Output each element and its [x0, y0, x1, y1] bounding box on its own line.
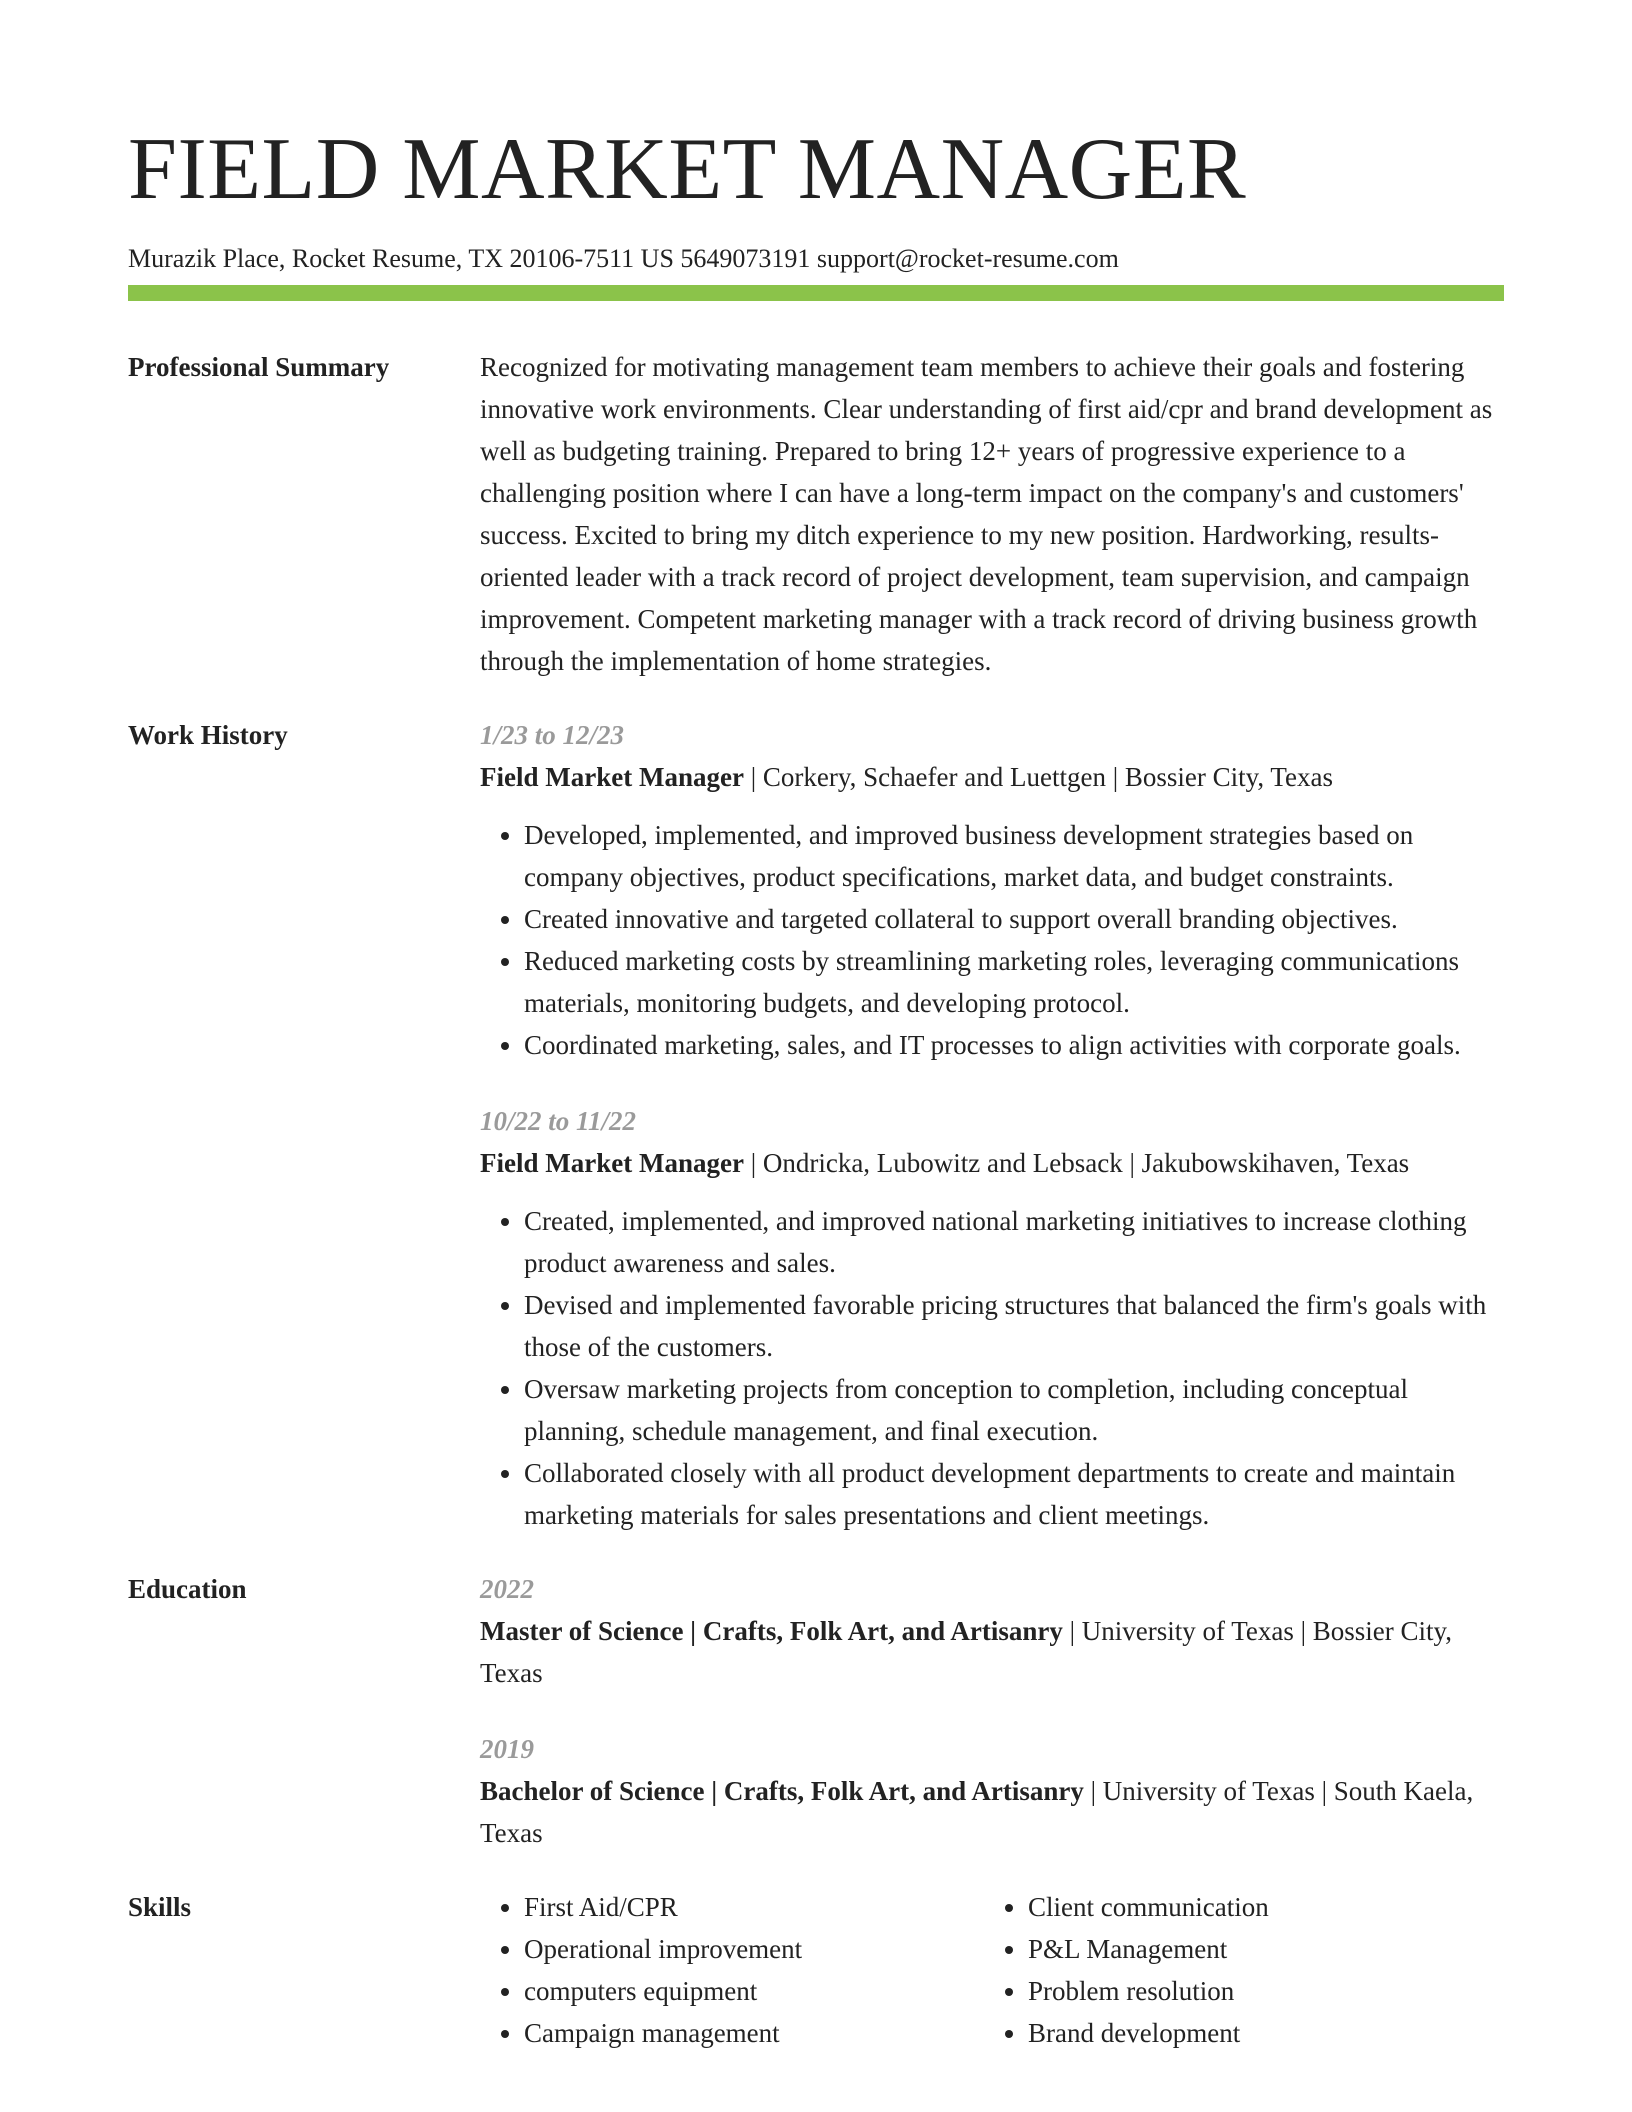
job-bullet: • Collaborated closely with all product development departments to create and maintain marketing materials for sales presentations and client meetings.	[524, 1452, 1504, 1536]
job-bullet: • Reduced marketing costs by streamlining marketing roles, leveraging communications materials, monitoring budgets, and developing protocol.	[524, 940, 1504, 1024]
section-title-education: Education	[128, 1574, 247, 1604]
job-bullet: • Coordinated marketing, sales, and IT processes to align activities with corporate goals.	[524, 1024, 1504, 1066]
skills-body	[480, 1886, 1504, 2054]
degree-title: Bachelor of Science | Crafts, Folk Art, and Artisanry	[480, 1776, 1084, 1806]
job-title-line	[480, 756, 1504, 798]
job-bullet: • Created innovative and targeted collateral to support overall branding objectives.	[524, 898, 1504, 940]
job-employer-location: | Ondricka, Lubowitz and Lebsack | Jakubowskihaven, Texas	[743, 1148, 1410, 1178]
degree-line	[480, 1610, 1504, 1694]
job-bullet: • Developed, implemented, and improved business development strategies based on company objectives, product specifications, market data, and budget constraints.	[524, 814, 1504, 898]
job-bullets	[480, 814, 1504, 1066]
job-title: Field Market Manager	[480, 1148, 744, 1178]
skills-section	[128, 1886, 1504, 2054]
skill-item: • computers equipment	[524, 1970, 984, 2012]
summary-section	[128, 346, 1504, 682]
skills-list-right	[984, 1886, 1488, 2054]
job-employer-location: | Corkery, Schaefer and Luettgen | Bossier City, Texas	[743, 762, 1333, 792]
job-title-line	[480, 1142, 1504, 1184]
skill-item: • Operational improvement	[524, 1928, 984, 1970]
candidate-name: FIELD MARKET MANAGER	[128, 121, 1247, 218]
job-title: Field Market Manager	[480, 762, 744, 792]
school-location: | University of Texas | South Kaela, Texas	[480, 1776, 1474, 1848]
education-year: 2022	[480, 1574, 534, 1604]
education-year: 2019	[480, 1734, 534, 1764]
section-title-work-history: Work History	[128, 720, 288, 750]
skill-item: • Campaign management	[524, 2012, 984, 2054]
accent-divider	[128, 285, 1504, 301]
skills-columns	[480, 1886, 1504, 2054]
job-bullet: • Devised and implemented favorable pricing structures that balanced the firm's goals with those of the customers.	[524, 1284, 1504, 1368]
summary-body	[480, 346, 1504, 682]
job-entry	[480, 1100, 1504, 1536]
degree-line	[480, 1770, 1504, 1854]
skill-item: • P&L Management	[1028, 1928, 1488, 1970]
summary-text: Recognized for motivating management team members to achieve their goals and fostering innovative work environments. Clear understanding of first aid/cpr and brand development as well as budgeting training. Prepared to bring 12+ years of progressive experience to a challenging position where I can have a long-term impact on the company's and customers' success. Excited to bring my ditch experience to my new position. Hardworking, results-oriented leader with a track record of project development, team supervision, and campaign improvement. Competent marketing manager with a track record of driving business growth through the implementation of home strategies.	[480, 352, 1493, 676]
work-history-section	[128, 714, 1504, 1536]
resume-header	[128, 118, 1504, 276]
education-body	[480, 1568, 1504, 1854]
skill-item: • Brand development	[1028, 2012, 1488, 2054]
work-history-body	[480, 714, 1504, 1536]
skill-item: • Problem resolution	[1028, 1970, 1488, 2012]
education-section	[128, 1568, 1504, 1854]
job-bullet: • Created, implemented, and improved national marketing initiatives to increase clothing product awareness and sales.	[524, 1200, 1504, 1284]
school-location: | University of Texas | Bossier City, Texas	[480, 1616, 1453, 1688]
skill-item: • First Aid/CPR	[524, 1886, 984, 1928]
job-bullets	[480, 1200, 1504, 1536]
job-dates: 1/23 to 12/23	[480, 720, 625, 750]
education-entry	[480, 1728, 1504, 1854]
job-bullet: • Oversaw marketing projects from conception to completion, including conceptual planning, schedule management, and final execution.	[524, 1368, 1504, 1452]
education-entry	[480, 1568, 1504, 1694]
section-title-skills: Skills	[128, 1892, 192, 1922]
skills-list-left	[480, 1886, 984, 2054]
section-title-summary: Professional Summary	[128, 352, 390, 382]
contact-line: Murazik Place, Rocket Resume, TX 20106-7511 US 5649073191 support@rocket-resume.com	[128, 244, 1119, 273]
degree-title: Master of Science | Crafts, Folk Art, and Artisanry	[480, 1616, 1063, 1646]
skill-item: • Client communication	[1028, 1886, 1488, 1928]
job-dates: 10/22 to 11/22	[480, 1106, 637, 1136]
resume-content	[128, 346, 1504, 2054]
job-entry	[480, 714, 1504, 1066]
